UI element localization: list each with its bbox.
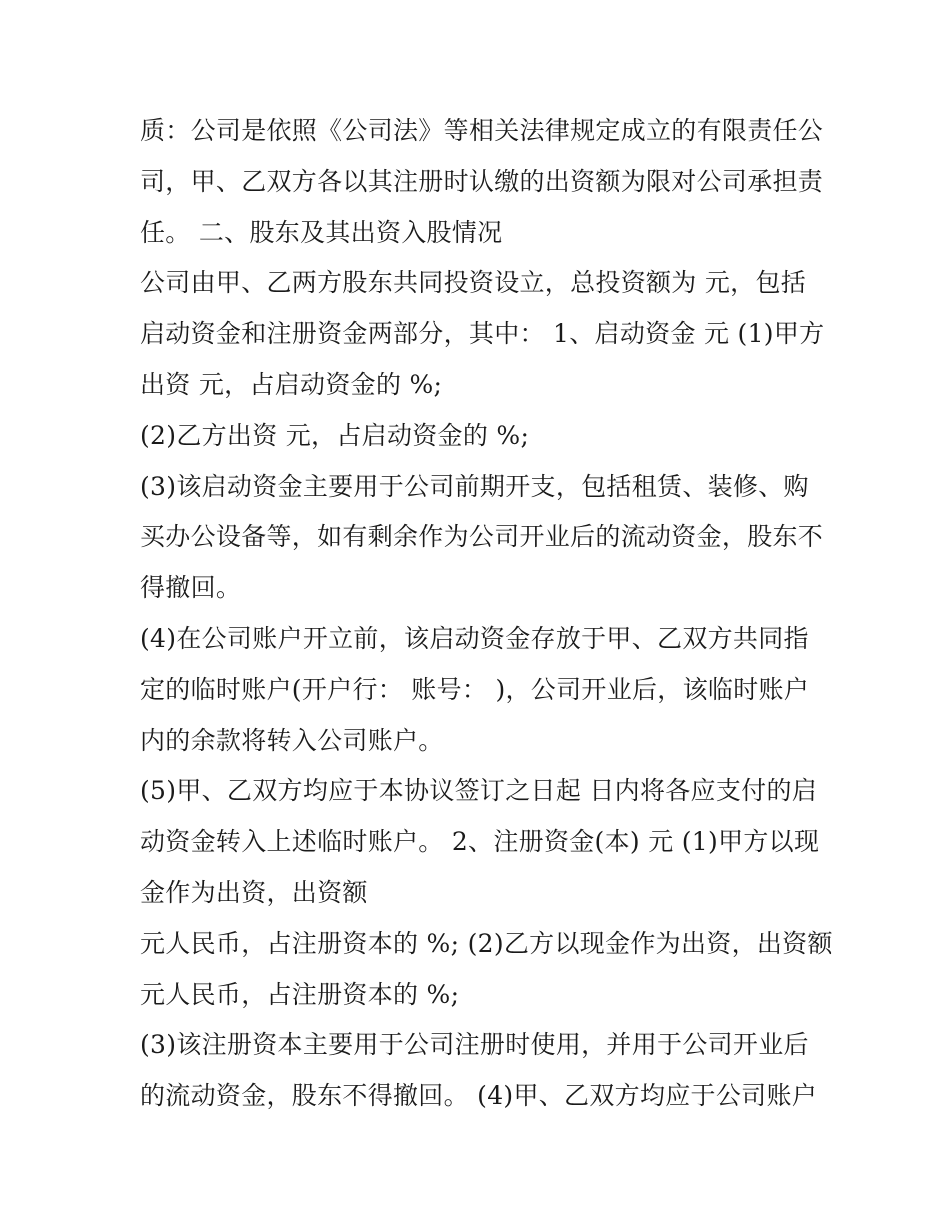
agreement-body-text: [140, 106, 833, 1122]
text-line-3: 任。 二、股东及其出资入股情况: [140, 217, 503, 247]
text-line-9: 买办公设备等，如有剩余作为公司开业后的流动资金，股东不: [140, 522, 824, 552]
text-line-10: 得撤回。: [140, 573, 242, 603]
text-line-19: (3)该注册资本主要用于公司注册时使用，并用于公司开业后: [140, 1030, 809, 1060]
text-line-6: 出资 元，占启动资金的 %;: [140, 369, 443, 399]
text-line-8: (3)该启动资金主要用于公司前期开支，包括租赁、装修、购: [140, 471, 809, 501]
text-line-5: 启动资金和注册资金两部分，其中： 1、启动资金 元 (1)甲方: [140, 319, 825, 349]
text-line-4: 公司由甲、乙两方股东共同投资设立，总投资额为 元，包括: [140, 268, 807, 298]
text-line-1: 质：公司是依照《公司法》等相关法律规定成立的有限责任公: [140, 116, 824, 145]
text-line-13: 内的余款将转入公司账户。: [140, 725, 444, 755]
text-line-17: 元人民币，占注册资本的 %; (2)乙方以现金作为出资，出资额: [140, 928, 833, 958]
text-line-18: 元人民币，占注册资本的 %;: [140, 979, 460, 1009]
text-line-12: 定的临时账户(开户行： 账号： )，公司开业后，该临时账户: [140, 674, 810, 704]
text-line-2: 司，甲、乙双方各以其注册时认缴的出资额为限对公司承担责: [140, 166, 824, 196]
text-line-11: (4)在公司账户开立前，该启动资金存放于甲、乙双方共同指: [140, 623, 809, 653]
text-line-16: 金作为出资，出资额: [140, 877, 368, 907]
text-line-14: (5)甲、乙双方均应于本协议签订之日起 日内将各应支付的启: [140, 776, 818, 806]
text-line-20: 的流动资金，股东不得撤回。 (4)甲、乙双方均应于公司账户: [140, 1081, 818, 1111]
text-line-15: 动资金转入上述临时账户。 2、注册资金(本) 元 (1)甲方以现: [140, 827, 820, 857]
text-line-7: (2)乙方出资 元，占启动资金的 %;: [140, 420, 530, 450]
